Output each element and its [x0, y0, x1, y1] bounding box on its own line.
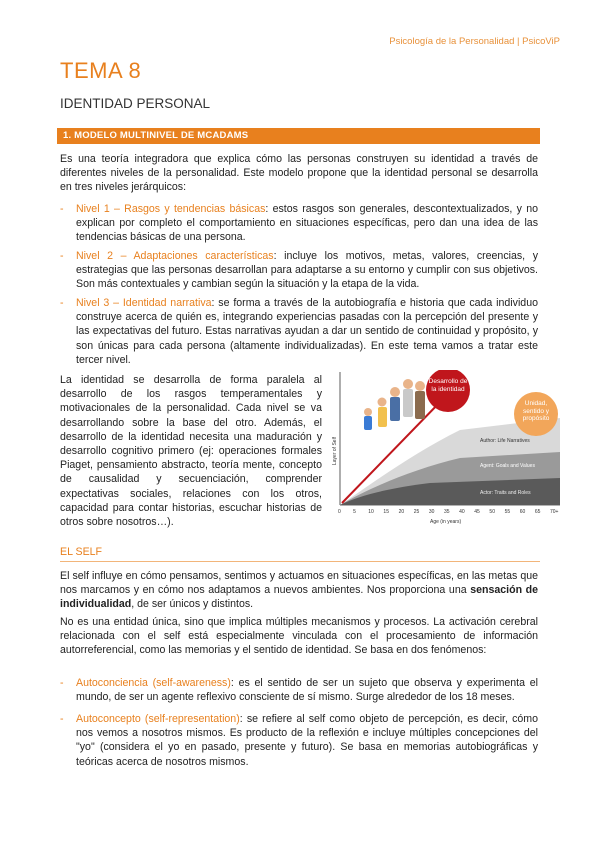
level-term: Nivel 1 – Rasgos y tendencias básicas [76, 203, 266, 215]
bullet-dash: - [60, 250, 64, 262]
self-p1-b: , de ser únicos y distintos. [131, 598, 254, 611]
self-paragraph-1 [60, 569, 538, 612]
layer-label-actor: Actor: Traits and Roles [480, 490, 531, 496]
x-tick-label: 45 [474, 509, 480, 515]
level-text: : se forma a través de la autobiografía e historia que cada individuo construye acerca de quién es, integrando experiencias pasadas con la percepción del presente y las expectativas del futuro. Estas narrativas ayudan a dar un sentido de continuidad y propósito, y son únicas para cada persona (altamente individualizadas). En este tema vamos a tratar este tercer nivel. [76, 297, 538, 366]
x-tick-label: 55 [504, 509, 511, 515]
self-item-awareness [60, 676, 538, 704]
x-tick-label: 20 [398, 509, 405, 515]
self-p1-bold: sensación de individualidad [60, 584, 539, 611]
layers-chart-svg [330, 370, 560, 530]
level-2-item [60, 249, 538, 292]
purpose-bubble-label: Unidad, sentido y propósito [522, 400, 550, 422]
self-item-term: Autoconciencia (self-awareness) [76, 677, 231, 689]
intro-paragraph: Es una teoría integradora que explica cómo las personas construyen su identidad a través de diferentes niveles de la personalidad. Este modelo propone que la identidad personal se desarrolla en tres niveles jerárquicos: [60, 153, 538, 194]
x-tick-label: 70+ [550, 509, 559, 515]
page-subtitle: IDENTIDAD PERSONAL [60, 96, 211, 111]
people-illustration [364, 379, 425, 430]
bullet-dash: - [60, 297, 64, 309]
layer-label-author: Author: Life Narratives [480, 438, 530, 444]
level-term: Nivel 2 – Adaptaciones características [76, 250, 274, 262]
bullet-dash: - [60, 713, 64, 725]
x-tick-label: 5 [353, 509, 356, 515]
identity-layers-figure [330, 370, 560, 530]
x-tick-label: 0 [338, 509, 341, 515]
x-tick-label: 50 [489, 509, 495, 515]
x-tick-label: 35 [444, 509, 450, 515]
x-tick-label: 10 [368, 509, 374, 515]
self-heading: EL SELF [60, 546, 103, 558]
bullet-dash: - [60, 203, 64, 215]
bullet-dash: - [60, 677, 64, 689]
x-tick-label: 15 [383, 509, 389, 515]
section-heading: 1. MODELO MULTINIVEL DE MCADAMS [63, 130, 249, 141]
x-tick-label: 65 [534, 509, 541, 515]
self-paragraph-2: No es una entidad única, sino que implica múltiples mecanismos y procesos. La activación cerebral relacionada con el self está especialmente vinculada con el procesamiento de información autorreferencial, como las memorias y el sentido de identidad. Se basa en dos fenómenos: [60, 616, 538, 657]
section-heading-bar [57, 128, 540, 144]
level-term: Nivel 3 – Identidad narrativa [76, 297, 212, 309]
y-axis-label: Layer of Self [332, 436, 338, 465]
layer-label-agent: Agent: Goals and Values [480, 463, 535, 469]
self-item-term: Autoconcepto (self-representation) [76, 713, 240, 725]
x-tick-label: 40 [459, 509, 465, 515]
page-title: TEMA 8 [60, 58, 142, 83]
x-tick-label: 60 [519, 509, 526, 515]
level-3-item [60, 296, 538, 367]
x-ticks [338, 509, 559, 515]
self-p1-a: El self influye en cómo pensamos, sentimos y actuamos en situaciones específicas, en las metas que nos marcamos y en cómo nos adaptamos a nuevos ambientes. Nos proporciona una [60, 570, 538, 597]
self-item-text: : se refiere al self como objeto de percepción, es decir, cómo nos vemos a nosotros mismos. Es producto de la reflexión e incluye múltiples concepciones del "yo" (considera el yo en pasado, presente y futuro). Se basa en memorias autobiográficas y teóricas acerca de nosotros mismos. [76, 713, 538, 768]
development-paragraph: La identidad se desarrolla de forma paralela al desarrollo de los rasgos temperamentales y motivacionales de la personalidad. Cada nivel se va desarrollando sobre la base del otro. Además, el desarrollo de la identidad necesita una maduración y desarrollo cognitivo primero (ej: operaciones formales Piaget, pensamiento abstracto, teoría mente, concepto de causalidad y secuenciación, comprender expectativas sociales, relaciones con los otros, capacidad para contar historias, escuchar historias de otros sobre nosotros…). [60, 374, 322, 529]
identity-bubble-label: Desarrollo de la identidad [428, 378, 468, 393]
self-heading-rule [60, 561, 540, 562]
x-tick-label: 25 [413, 509, 420, 515]
level-text: : incluye los motivos, metas, valores, creencias, y estrategias que las personas desarrollan para adaptarse a su entorno y cumplir con sus objetivos. Son más contextuales y cambian según la situación y la etapa de la vida. [76, 250, 538, 291]
level-1-item [60, 202, 538, 245]
level-text: : estos rasgos son generales, descontextualizados, y no explican por completo el comportamiento en situaciones específicas, pero dan una idea de las tendencias básicas de una persona. [76, 203, 538, 244]
header-course: Psicología de la Personalidad | PsicoViP [389, 36, 560, 47]
x-axis-label: Age (in years) [430, 519, 462, 525]
self-item-concept [60, 712, 538, 769]
self-item-text: : es el sentido de ser un sujeto que observa y experimenta el mundo, de ser un agente reflexivo consciente de sí mismo. Surge alrededor de los 18 meses. [76, 677, 538, 704]
x-tick-label: 30 [428, 509, 435, 515]
